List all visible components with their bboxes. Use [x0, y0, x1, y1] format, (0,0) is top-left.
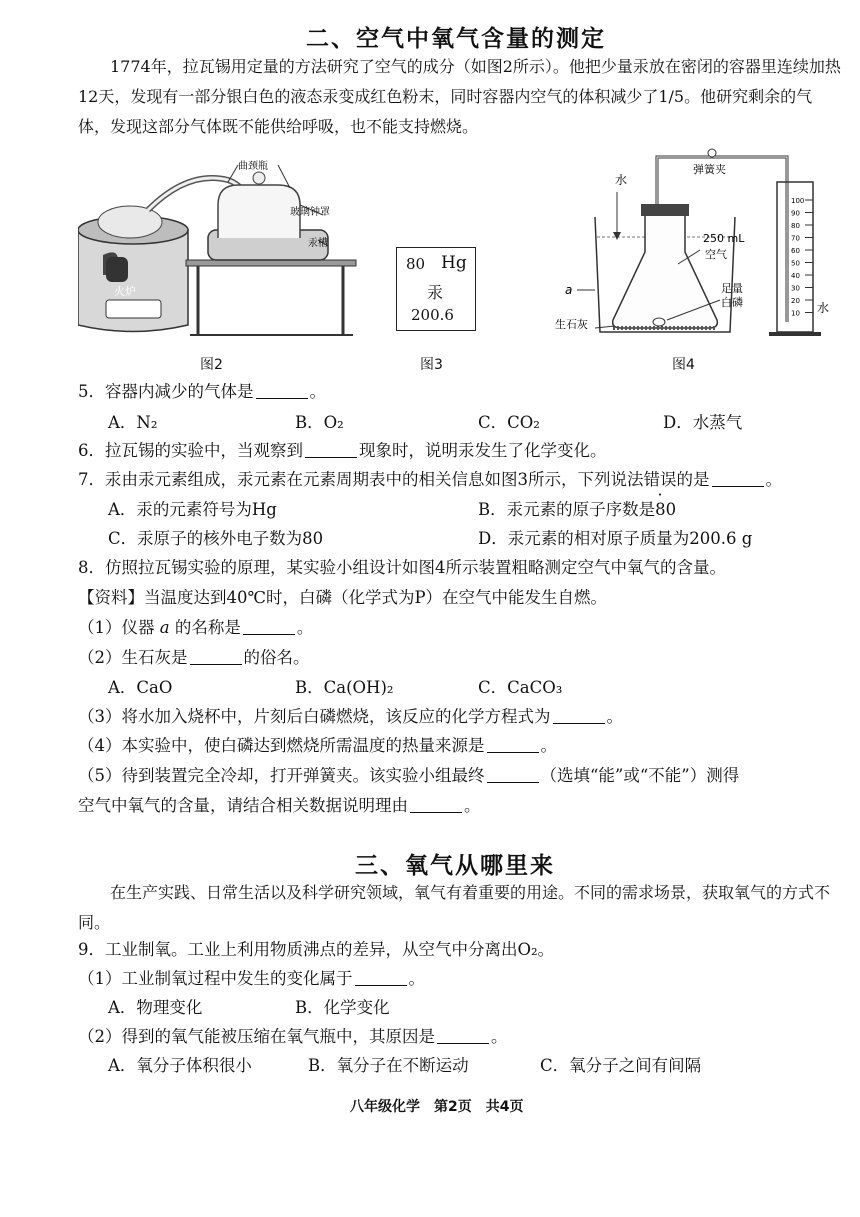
- fig2-label-bell: 玻璃钟罩: [290, 207, 330, 218]
- q8-sub3: （3）将水加入烧杯中，片刻后白磷燃烧，该反应的化学方程式为 。: [78, 707, 623, 726]
- fig4-caption: 图4: [672, 357, 695, 373]
- fig4-label-a: a: [565, 283, 573, 297]
- q8-2-answer-blank[interactable]: [190, 663, 242, 665]
- fig4-tick-label: 60: [791, 247, 800, 255]
- q7-option-d: D．汞元素的相对原子质量为200.6 g: [478, 529, 753, 548]
- q8-5-answer-blank-2[interactable]: [410, 811, 462, 813]
- fig4-diagram: [555, 142, 840, 342]
- q6-stem: 6．拉瓦锡的实验中，当观察到 现象时，说明汞发生了化学变化。: [78, 441, 607, 460]
- q8-option-c: C．CaCO₃: [478, 678, 563, 697]
- fig4-label-phosphorus: 白磷: [721, 296, 743, 309]
- fig4-label-lime: 生石灰: [555, 318, 588, 331]
- section2-intro: 1774年，拉瓦锡用定量的方法研究了空气的成分（如图2所示）。他把少量汞放在密闭的容器里连续加热12天，发现有一部分银白色的液态汞变成红色粉末，同时容器内空气的体积减少了1/5。他研究剩余的气体，发现这部分气体既不能供给呼吸，也不能支持燃烧。: [78, 57, 841, 136]
- fig4-tick-label: 10: [791, 309, 800, 318]
- q7-emphasis: 错误: [643, 470, 677, 489]
- fig4-tick-label: 70: [791, 234, 800, 243]
- fig4-tick-label: 20: [791, 297, 800, 305]
- q8-option-b: B．Ca(OH)₂: [295, 678, 394, 697]
- fig3-name: 汞: [427, 283, 444, 302]
- q8-1-answer-blank[interactable]: [243, 633, 295, 635]
- q9-stem: 9．工业制氧。工业上利用物质沸点的差异，从空气中分离出O₂。: [78, 940, 555, 959]
- q5-option-b: B．O₂: [295, 413, 344, 432]
- q8-5-answer-blank-1[interactable]: [487, 781, 539, 783]
- fig4-tick-label: 40: [791, 272, 800, 280]
- q7-option-c: C．汞原子的核外电子数为80: [108, 529, 324, 548]
- page-footer: 八年级化学 第2页 共4页: [350, 1099, 524, 1115]
- q8-sub4: （4）本实验中，使白磷达到燃烧所需温度的热量来源是 。: [78, 736, 557, 755]
- q8-4-answer-blank[interactable]: [487, 751, 539, 753]
- q5-stem: 5．容器内减少的气体是 。: [78, 382, 326, 401]
- fig4-tick-label: 50: [791, 259, 800, 268]
- q8-sub5-line1: （5）待到装置完全冷却，打开弹簧夹。该实验小组最终 （选填“能”或“不能”）测得: [78, 766, 740, 785]
- q8-info: 【资料】当温度达到40℃时，白磷（化学式为P）在空气中能发生自燃。: [78, 588, 608, 607]
- fig4-label-water-right: 水: [817, 301, 830, 315]
- fig4-label-clamp: 弹簧夹: [693, 163, 726, 176]
- q8-stem: 8．仿照拉瓦锡实验的原理，某实验小组设计如图4所示装置粗略测定空气中氧气的含量。: [78, 558, 726, 577]
- q8-sub1: （1）仪器 a 的名称是 。: [78, 618, 314, 637]
- section3-intro: 在生产实践、日常生活以及科学研究领域，氧气有着重要的用途。不同的需求场景，获取氧气的方式不同。: [78, 883, 831, 932]
- fig3-atomic-number: 80: [406, 255, 426, 273]
- q9-2-option-c: C．氧分子之间有间隔: [540, 1056, 702, 1075]
- q7-stem: 7．汞由汞元素组成，汞元素在元素周期表中的相关信息如图3所示，下列说法错误的是 。: [78, 470, 782, 489]
- fig4-tick-label: 90: [791, 209, 800, 218]
- q8-option-a: A．CaO: [108, 678, 173, 697]
- q5-option-d: D．水蒸气: [663, 413, 743, 432]
- q7-answer-blank[interactable]: [712, 485, 764, 487]
- fig2-caption: 图2: [200, 357, 223, 373]
- q5-option-a: A．N₂: [108, 413, 158, 432]
- fig2-label-furnace: 火炉: [114, 285, 136, 298]
- fig2-diagram: [78, 160, 358, 350]
- fig4-tick-label: 80: [791, 222, 800, 230]
- section2-title: 二、空气中氧气含量的测定: [306, 26, 606, 52]
- fig4-tick-label: 100: [791, 197, 805, 205]
- fig4-label-excess: 足量: [721, 282, 743, 295]
- q5-option-c: C．CO₂: [478, 413, 540, 432]
- fig3-mass: 200.6: [411, 306, 454, 324]
- fig4-label-water-top: 水: [615, 173, 628, 187]
- q5-answer-blank[interactable]: [256, 397, 308, 399]
- fig3-caption: 图3: [420, 357, 443, 373]
- fig2-label-flask: 曲颈瓶: [238, 161, 268, 172]
- q8-3-answer-blank[interactable]: [553, 722, 605, 724]
- q9-2-option-b: B．氧分子在不断运动: [308, 1056, 469, 1075]
- q9-sub2: （2）得到的氧气能被压缩在氧气瓶中，其原因是 。: [78, 1027, 508, 1046]
- fig3-element-tile: [396, 247, 476, 331]
- q7-option-b: B．汞元素的原子序数是80: [478, 500, 677, 519]
- q6-answer-blank[interactable]: [305, 456, 357, 458]
- fig4-label-volume: 250 mL: [703, 232, 745, 245]
- fig3-symbol: Hg: [441, 253, 467, 273]
- fig4-label-air: 空气: [705, 248, 727, 261]
- q9-sub1: （1）工业制氧过程中发生的变化属于 。: [78, 969, 425, 988]
- fig4-tick-label: 30: [791, 284, 800, 293]
- fig2-label-trough: 汞槽: [308, 238, 328, 249]
- section3-title: 三、氧气从哪里来: [355, 853, 555, 879]
- q9-1-option-a: A．物理变化: [108, 998, 203, 1017]
- q9-1-answer-blank[interactable]: [355, 984, 407, 986]
- q7-option-a: A．汞的元素符号为Hg: [108, 500, 277, 519]
- q9-1-option-b: B．化学变化: [295, 998, 390, 1017]
- q9-2-option-a: A．氧分子体积很小: [108, 1056, 252, 1075]
- q8-sub2: （2）生石灰是 的俗名。: [78, 648, 310, 667]
- fig4-ticks: [791, 197, 813, 318]
- q8-sub5-line2: 空气中氧气的含量，请结合相关数据说明理由 。: [78, 796, 481, 815]
- q9-2-answer-blank[interactable]: [437, 1042, 489, 1044]
